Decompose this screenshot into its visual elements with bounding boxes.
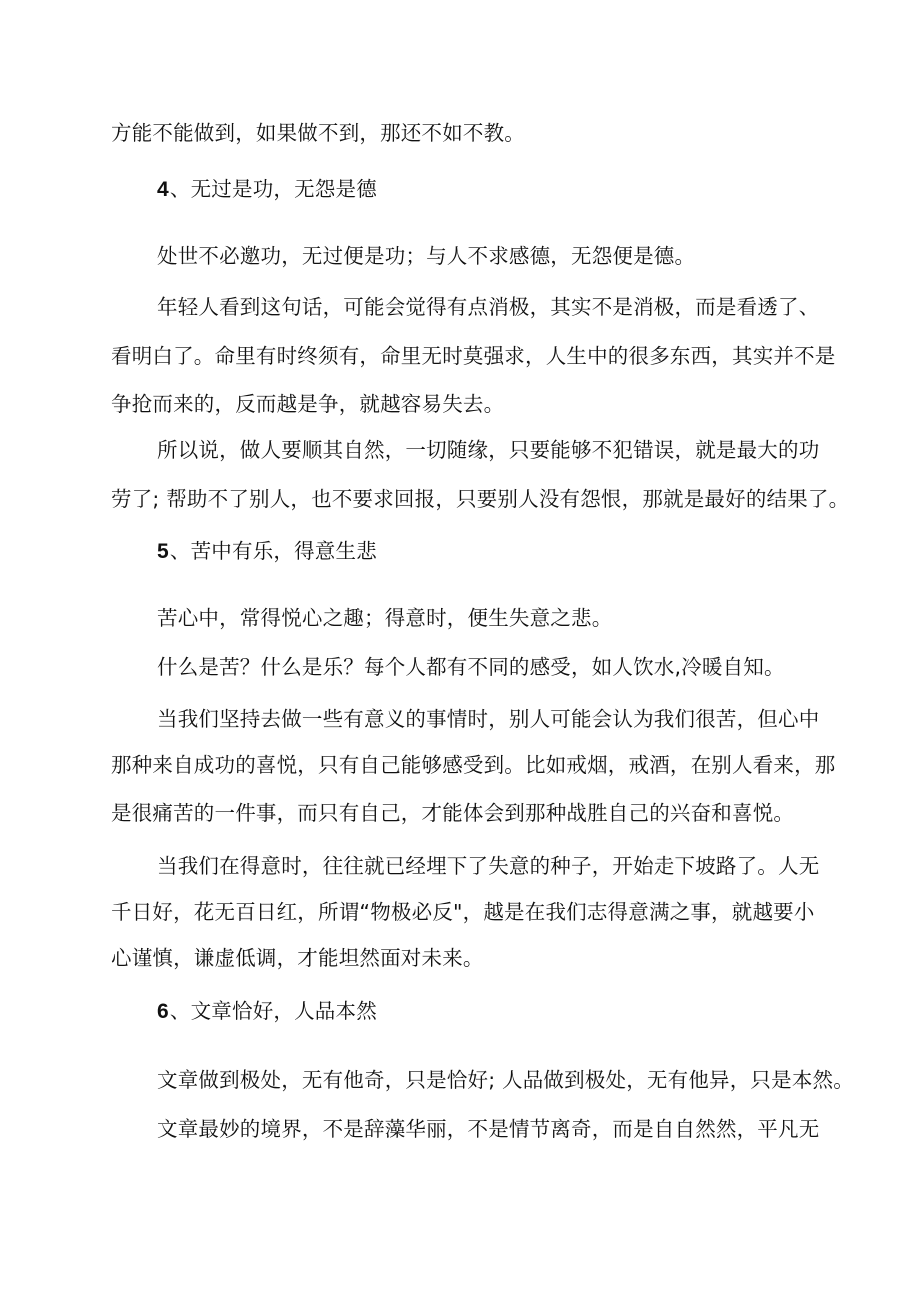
paragraph-line: 心谨慎，谦虚低调，才能坦然面对未来。 [111,946,484,970]
paragraph-line: 当我们在得意时，往往就已经埋下了失意的种子，开始走下坡路了。人无 [157,854,820,878]
paragraph-line: 文章做到极处，无有他奇，只是恰好; 人品做到极处，无有他异，只是本然。 [157,1068,854,1092]
section-heading-4 [157,176,377,203]
paragraph-line: 看明白了。命里有时终须有，命里无时莫强求，人生中的很多东西，其实并不是 [111,344,836,368]
section-title: 无过是功，无怨是德 [190,177,377,201]
paragraph-line: 文章最妙的境界，不是辞藻华丽，不是情节离奇，而是自自然然，平凡无 [157,1117,820,1141]
section-number: 5 [157,540,169,563]
paragraph-line: 那种来自成功的喜悦，只有自己能够感受到。比如戒烟，戒酒，在别人看来，那 [111,753,836,777]
paragraph-line: 争抢而来的，反而越是争，就越容易失去。 [111,392,505,416]
paragraph-line: 方能不能做到，如果做不到，那还不如不教。 [111,121,525,145]
paragraph-line: 什么是苦？什么是乐？每个人都有不同的感受，如人饮水,冷暖自知。 [157,655,785,679]
section-number: 4 [157,178,169,201]
paragraph-line: 苦心中，常得悦心之趣；得意时，便生失意之悲。 [157,606,613,630]
paragraph-line: 当我们坚持去做一些有意义的事情时，别人可能会认为我们很苦，但心中 [157,707,820,731]
section-separator: 、 [169,177,191,201]
paragraph-line: 千日好，花无百日红，所谓“物极必反"，越是在我们志得意满之事，就越要小 [111,900,815,924]
section-separator: 、 [169,539,191,563]
section-number: 6 [157,1000,169,1023]
section-separator: 、 [169,999,191,1023]
section-title: 文章恰好，人品本然 [190,999,377,1023]
paragraph-line: 所以说，做人要顺其自然，一切随缘，只要能够不犯错误，就是最大的功 [157,438,820,462]
section-heading-5 [157,538,377,565]
section-title: 苦中有乐，得意生悲 [190,539,377,563]
paragraph-line: 是很痛苦的一件事，而只有自己，才能体会到那种战胜自己的兴奋和喜悦。 [111,801,795,825]
paragraph-line: 劳了; 帮助不了别人，也不要求回报，只要别人没有怨恨，那就是最好的结果了。 [111,487,850,511]
paragraph-line: 处世不必邀功，无过便是功；与人不求感德，无怨便是德。 [157,244,696,268]
section-heading-6 [157,998,377,1025]
paragraph-line: 年轻人看到这句话，可能会觉得有点消极，其实不是消极，而是看透了、 [157,295,820,319]
